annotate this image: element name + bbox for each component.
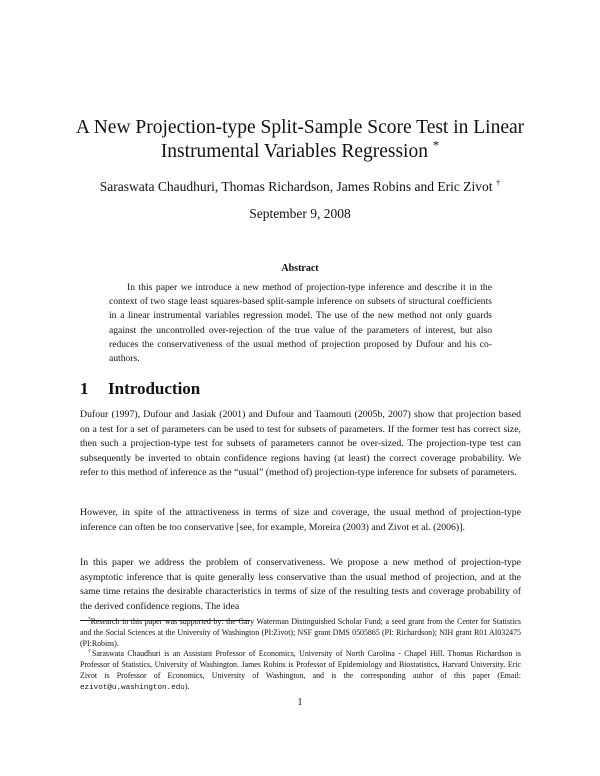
- footnote-1: [80, 617, 521, 649]
- paper-title: [40, 116, 560, 164]
- body-paragraph: In this paper we address the problem of conservativeness. We propose a new method of projection-type asymptotic inference that is quite generally less conservative than the usual method of projection, and at the same time retains the desirable characteristics in terms of size of the resulting tests and coverage probability of the derived confidence regions. The idea: [80, 557, 521, 612]
- abstract-heading: Abstract: [281, 263, 319, 274]
- footnote-2-end: ).: [184, 681, 190, 691]
- title-line-1: A New Projection-type Split-Sample Score Test in Linear: [75, 117, 525, 138]
- section-heading: [80, 379, 200, 399]
- author-email-link[interactable]: ezivot@u.washington.edu: [80, 683, 185, 692]
- footnote-2-text: Saraswata Chaudhuri is an Assistant Professor of Economics, University of North Carolina - Chapel Hill. Thomas Richardson is Professor of Statistics, University of Washington. James Robins is Professor of Epidemiology and Biostatistics, Harvard University. Eric Zivot is Professor of Economics, University of Washington, and is the corresponding author of this paper (Email:: [80, 649, 521, 680]
- title-line-2-text: Instrumental Variables Regression: [160, 141, 428, 162]
- section-title: Introduction: [108, 379, 201, 398]
- section-number: 1: [80, 379, 89, 398]
- title-line-2: [40, 140, 560, 164]
- body-paragraph: However, in spite of the attractiveness in terms of size and coverage, the usual method of projection-type inference can often be too conservative [see, for example, Moreira (2003) and Zivot et al. (2006)].: [80, 507, 521, 533]
- paper-date: September 9, 2008: [249, 206, 351, 221]
- footnotes: [80, 617, 521, 694]
- title-footnote-mark[interactable]: *: [432, 138, 440, 153]
- author-list: [40, 178, 560, 196]
- footnote-1-mark: *: [88, 616, 91, 623]
- abstract-body: In this paper we introduce a new method of projection-type inference and describe it in the context of two stage least squares-based split-sample inference on subsets of structural coefficients in a linear instrumental variables regression model. The use of the new method not only guards against the uncontrolled over-rejection of the true value of the parameters of interest, but also reduces the conservativeness of the usual method of projection proposed by Dufour and his co-authors.: [109, 282, 492, 365]
- author-footnote-mark[interactable]: †: [495, 177, 501, 188]
- footnote-1-text: Research in this paper was supported by: the Gary Waterman Distinguished Scholar Fund; a seed grant from the Center for Statistics and the Social Sciences at the University of Washington (PI:Zivot); NSF grant DMS 0505865 (PI: Richardson); NIH grant R01 AI032475 (PI:Robins).: [80, 617, 521, 648]
- footnote-2: [80, 649, 521, 693]
- footnote-2-mark: †: [88, 648, 92, 655]
- page-number: 1: [297, 697, 303, 708]
- body-paragraph: Dufour (1997), Dufour and Jasiak (2001) and Dufour and Taamouti (2005b, 2007) show that projection based on a test for a set of parameters can be used to test for subsets of parameters. If the former test has correct size, then such a projection-type test for subsets of parameters cannot be over-sized. The projection-type test can subsequently be inverted to obtain confidence regions having (at least) the correct coverage probability. We refer to this method of inference as the “usual” (method of) projection-type inference for subsets of parameters.: [80, 409, 521, 478]
- author-names: Saraswata Chaudhuri, Thomas Richardson, James Robins and Eric Zivot: [99, 179, 493, 194]
